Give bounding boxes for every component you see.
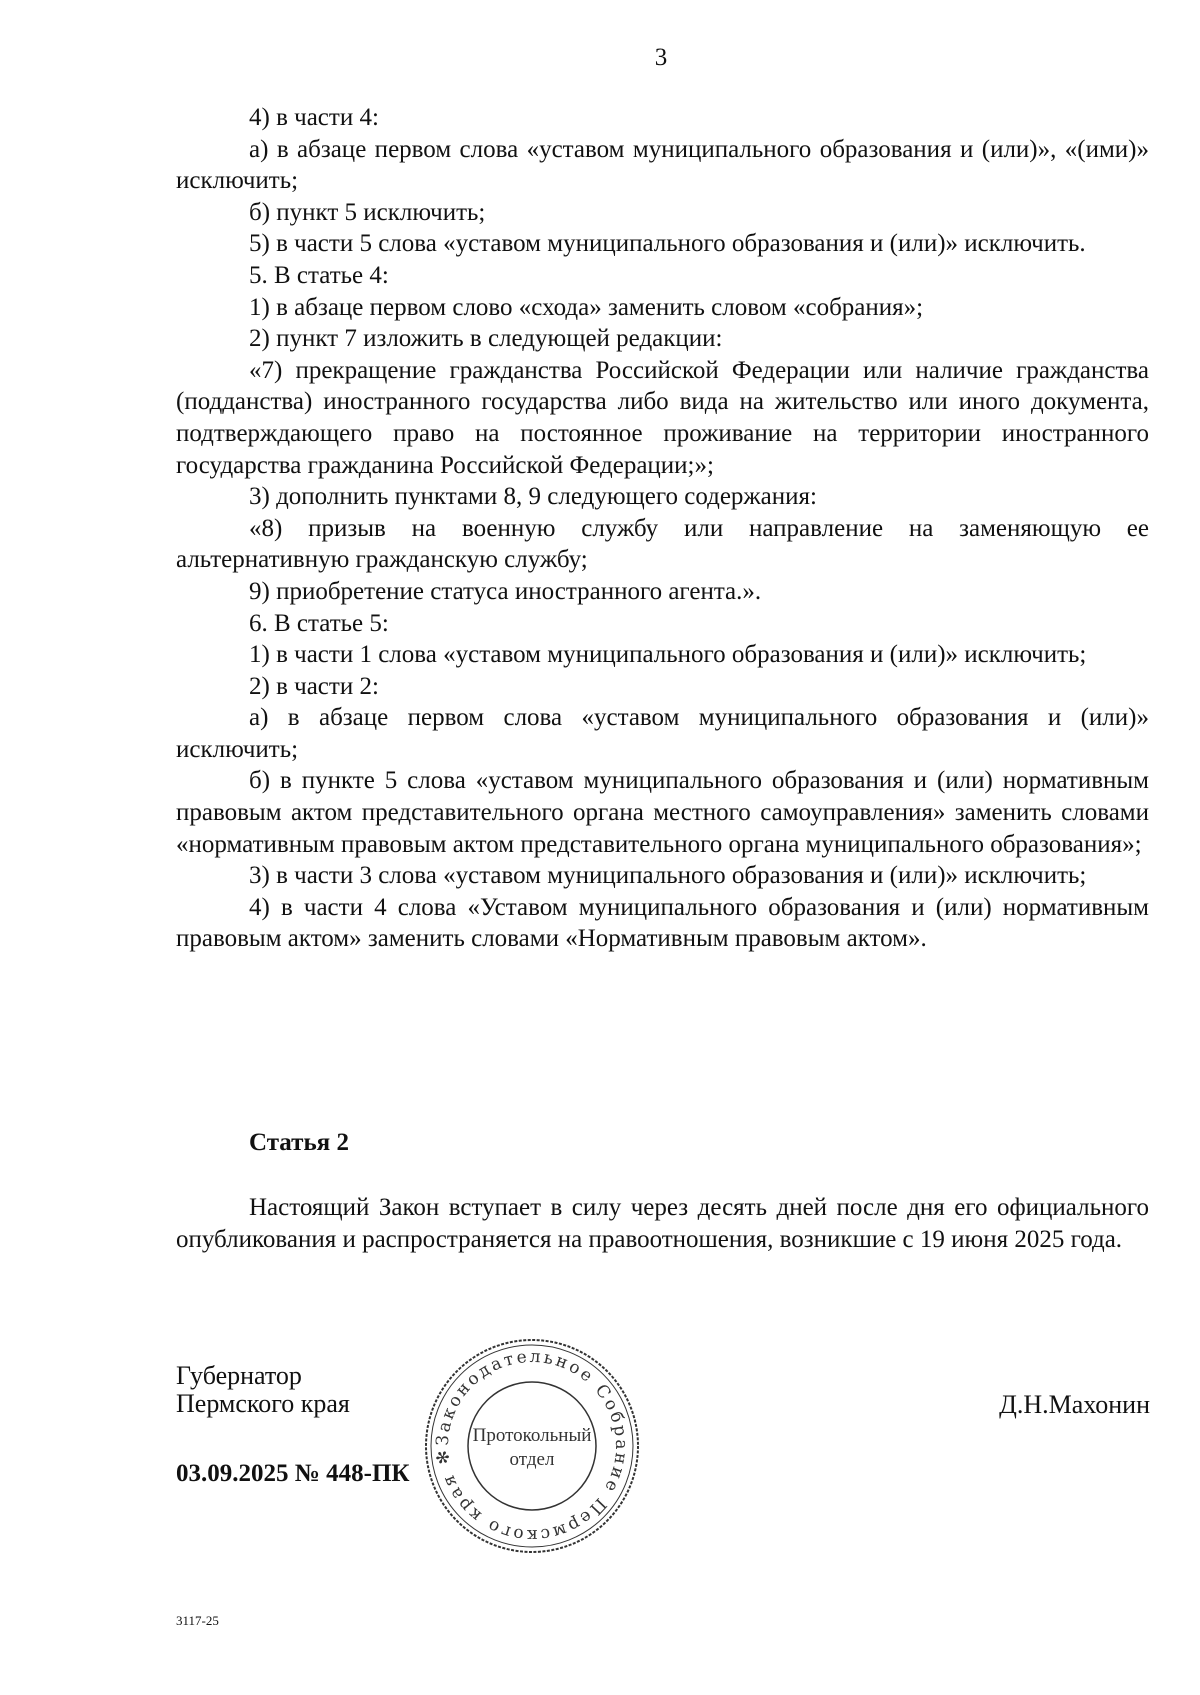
official-stamp [421,1335,643,1557]
paragraph: а) в абзаце первом слова «уставом муниципального образования и (или)» исключить; [176,704,1149,763]
stamp-outer-ring [426,1340,638,1552]
article-2-heading: Статья 2 [249,1129,349,1156]
paragraph: 9) приобретение статуса иностранного агента.». [249,577,762,605]
signature-title-line-2: Пермского края [176,1389,350,1418]
paragraph: 2) в части 2: [249,672,379,700]
stamp-center-line-2: отдел [509,1449,555,1470]
paragraph: 3) в части 3 слова «уставом муниципального образования и (или)» исключить; [249,862,1087,890]
stamp-middle-ring [431,1345,633,1547]
signature-name: Д.Н.Махонин [999,1390,1150,1419]
paragraph: 1) в части 1 слова «уставом муниципального образования и (или)» исключить; [249,641,1087,669]
signature-title-line-1: Губернатор [176,1361,302,1390]
paragraph: «7) прекращение гражданства Российской Федерации или наличие гражданства (подданства) иностранного государства либо вида на жительство или иного документа, подтверждающего право на постоянное проживание на территории иностранного государства гражданина Российской Федерации;»; [176,356,1149,479]
paragraph: 5. В статье 4: [249,261,389,289]
paragraph: 2) пункт 7 изложить в следующей редакции: [249,325,723,353]
paragraph: б) в пункте 5 слова «уставом муниципального образования и (или) нормативным правовым актом представительного органа местного самоуправления» заменить словами «нормативным правовым актом представительного органа муниципального образования»; [176,767,1149,858]
stamp-center-line-1: Протокольный [472,1425,592,1446]
paragraph: 6. В статье 5: [249,609,389,637]
signature-title [176,1362,350,1418]
stamp-ring-text: Законодательное Собрание Пермского края ✻ [432,1346,632,1546]
paragraph: 1) в абзаце первом слово «схода» заменить словом «собрания»; [249,293,924,321]
document-code: 3117-25 [176,1613,219,1628]
article-2-text: Настоящий Закон вступает в силу через десять дней после дня его официального опубликования и распространяется на правоотношения, возникшие с 19 июня 2025 года. [176,1194,1149,1253]
body-text [176,102,1149,955]
paragraph: 4) в части 4 слова «Уставом муниципального образования и (или) нормативным правовым актом» заменить словами «Нормативным правовым актом». [176,893,1149,953]
paragraph: 4) в части 4: [249,104,379,131]
paragraph: б) пункт 5 исключить; [249,198,486,226]
law-date-number: 03.09.2025 № 448-ПК [176,1460,410,1487]
paragraph: «8) призыв на военную службу или направление на заменяющую ее альтернативную гражданскую службу; [176,514,1149,574]
stamp-inner-ring [468,1382,596,1510]
page-number: 3 [654,44,668,71]
paragraph: а) в абзаце первом слова «уставом муниципального образования и (или)», «(ими)» исключить; [176,135,1149,195]
paragraph: 5) в части 5 слова «уставом муниципального образования и (или)» исключить. [249,230,1086,258]
paragraph: 3) дополнить пунктами 8, 9 следующего содержания: [249,483,817,511]
